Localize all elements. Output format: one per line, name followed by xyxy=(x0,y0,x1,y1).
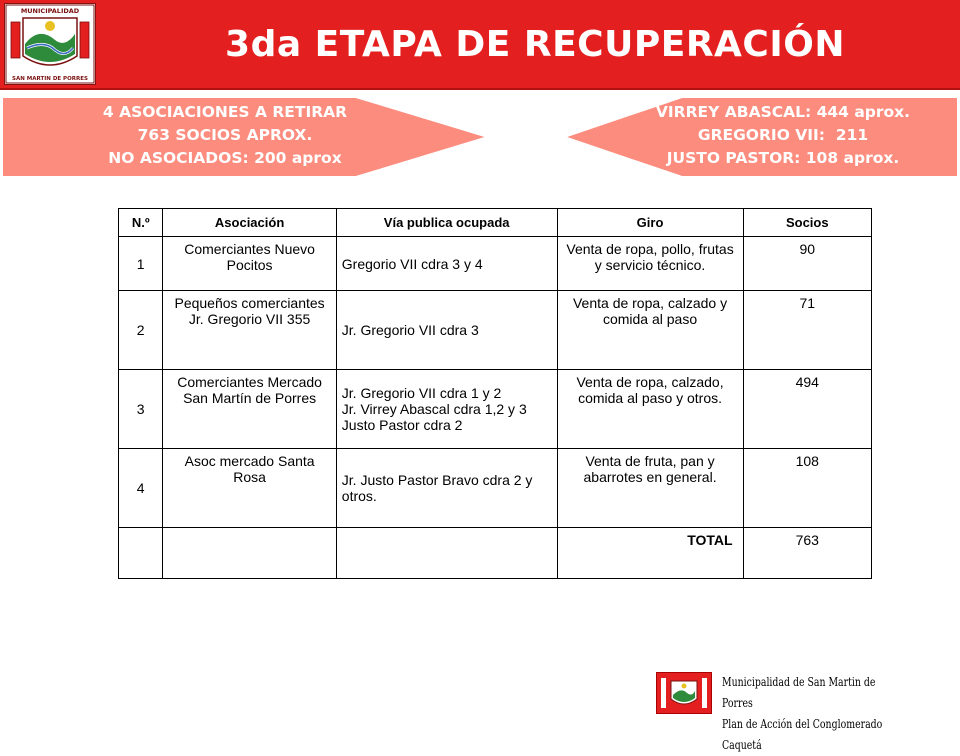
left-summary-arrow xyxy=(0,95,490,179)
cell-socios: 90 xyxy=(743,237,871,291)
cell-socios: 108 xyxy=(743,449,871,528)
cell-giro: Venta de ropa, calzado, comida al paso y otros. xyxy=(557,370,743,449)
via-line: Justo Pastor cdra 2 xyxy=(341,417,463,433)
via-line: Jr. Gregorio VII cdra 1 y 2 xyxy=(341,385,502,401)
cell-giro: Venta de ropa, pollo, frutas y servicio técnico. xyxy=(557,237,743,291)
total-label: TOTAL xyxy=(557,528,743,579)
cell-asociacion: Comerciantes Mercado San Martín de Porres xyxy=(163,370,336,449)
cell-empty xyxy=(163,528,336,579)
table-total-row xyxy=(119,528,872,579)
left-box-line: NO ASOCIADOS: 200 aprox xyxy=(108,149,342,167)
cell-giro: Venta de ropa, calzado y comida al paso xyxy=(557,291,743,370)
footer-crest-icon xyxy=(657,673,711,713)
footer-logo xyxy=(656,672,712,714)
header-asociacion: Asociación xyxy=(163,209,336,237)
cell-via: Gregorio VII cdra 3 y 4 xyxy=(336,237,557,291)
table-row xyxy=(119,291,872,370)
cell-n: 1 xyxy=(119,237,163,291)
right-box-line: JUSTO PASTOR: 108 aprox. xyxy=(666,149,900,167)
table-header-row xyxy=(119,209,872,237)
right-box-line: GREGORIO VII: 211 xyxy=(697,126,869,144)
cell-via: Jr. Justo Pastor Bravo cdra 2 y otros. xyxy=(336,449,557,528)
left-box-line: 763 SOCIOS APROX. xyxy=(137,126,313,144)
cell-empty xyxy=(119,528,163,579)
header-giro: Giro xyxy=(557,209,743,237)
cell-empty xyxy=(336,528,557,579)
cell-via xyxy=(336,370,557,449)
cell-socios: 71 xyxy=(743,291,871,370)
page-title: 3da ETAPA DE RECUPERACIÓN xyxy=(225,24,845,65)
via-line: Jr. Virrey Abascal cdra 1,2 y 3 xyxy=(341,401,527,417)
municipality-crest-icon xyxy=(5,4,95,84)
footer-line: Municipalidad de San Martin de Porres xyxy=(722,675,876,710)
header-n: N.º xyxy=(119,209,163,237)
cell-asociacion: Asoc mercado Santa Rosa xyxy=(163,449,336,528)
table-row xyxy=(119,237,872,291)
cell-socios: 494 xyxy=(743,370,871,449)
header-banner xyxy=(0,0,960,90)
associations-table xyxy=(118,208,872,579)
right-summary-arrow xyxy=(562,95,960,179)
cell-n: 3 xyxy=(119,370,163,449)
header-socios: Socios xyxy=(743,209,871,237)
cell-via: Jr. Gregorio VII cdra 3 xyxy=(336,291,557,370)
header-via: Vía publica ocupada xyxy=(336,209,557,237)
table-row xyxy=(119,449,872,528)
table-row xyxy=(119,370,872,449)
footer-line: Plan de Acción del Conglomerado Caquetá xyxy=(722,717,883,752)
left-box-line: 4 ASOCIACIONES A RETIRAR xyxy=(102,103,348,121)
cell-asociacion: Pequeños comerciantes Jr. Gregorio VII 355 xyxy=(163,291,336,370)
total-value: 763 xyxy=(743,528,871,579)
cell-asociacion: Comerciantes Nuevo Pocitos xyxy=(163,237,336,291)
cell-giro: Venta de fruta, pan y abarrotes en general. xyxy=(557,449,743,528)
cell-n: 2 xyxy=(119,291,163,370)
cell-n: 4 xyxy=(119,449,163,528)
municipality-logo xyxy=(4,3,96,85)
footer-text xyxy=(722,672,908,756)
logo-bottom-text: SAN MARTIN DE PORRES xyxy=(12,76,88,82)
logo-top-text: MUNICIPALIDAD xyxy=(20,7,80,15)
right-box-line: VIRREY ABASCAL: 444 aprox. xyxy=(655,103,911,121)
